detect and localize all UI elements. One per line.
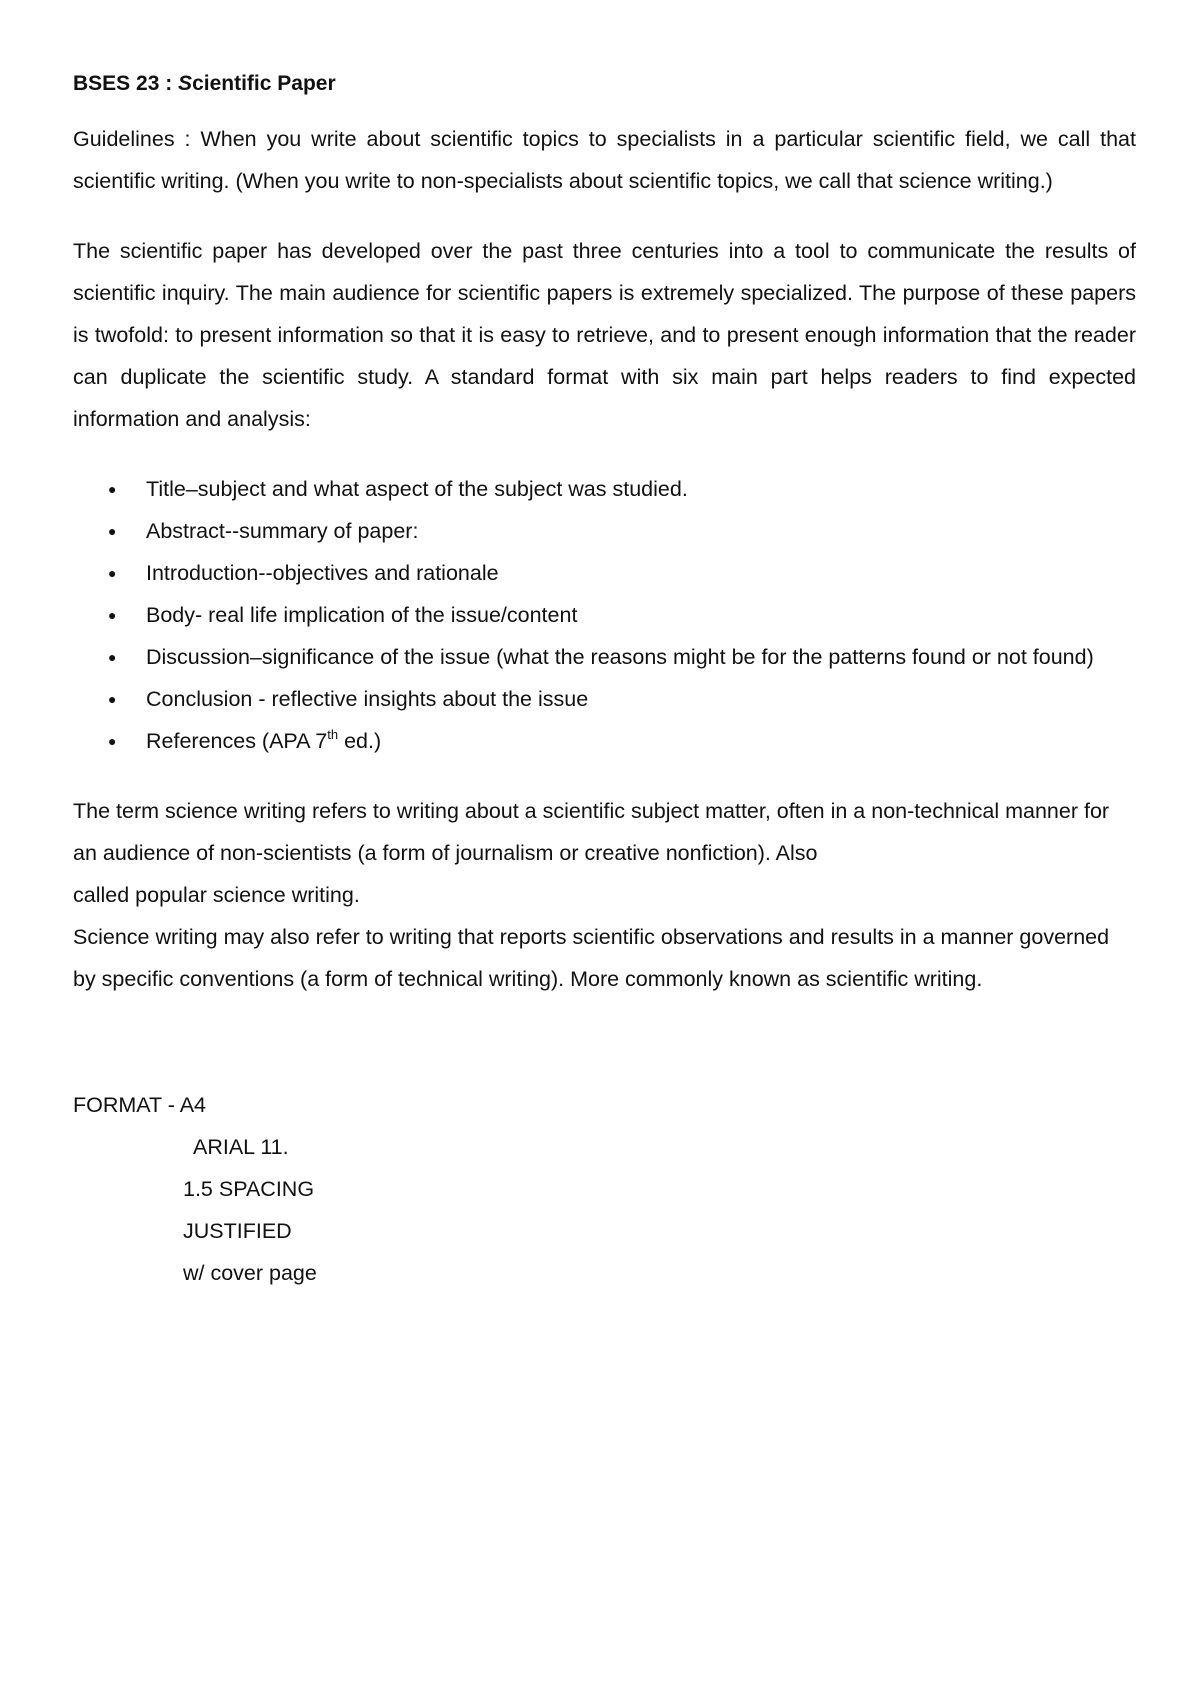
science-writing-line-1: The term science writing refers to writing about a scientific subject matter, often in a non-technical manner for an audience of non-scientists (a form of journalism or creative nonfiction). Also: [73, 799, 1110, 865]
format-spacing: 1.5 SPACING: [183, 1177, 315, 1201]
science-writing-paragraph-2: Science writing may also refer to writing that reports scientific observations and results in a manner governed by specific conventions (a form of technical writing). More commonly known as scientific writing.: [73, 925, 1110, 991]
list-item: [73, 552, 1136, 594]
format-label: FORMAT - A4: [73, 1093, 206, 1117]
list-item: [73, 468, 1136, 510]
list-item-text: Body- real life implication of the issue/content: [146, 603, 578, 627]
bullet-icon: ●: [108, 649, 117, 665]
list-item: [73, 636, 1136, 678]
bullet-icon: ●: [108, 523, 117, 539]
list-item: [73, 594, 1136, 636]
science-writing-paragraph-1: [73, 790, 1136, 916]
intro-paragraph: The scientific paper has developed over the past three centuries into a tool to communicate the results of scientific inquiry. The main audience for scientific papers is extremely specialized. The purpose of these papers is twofold: to present information so that it is easy to retrieve, and to present enough information that the reader can duplicate the scientific study. A standard format with six main part helps readers to find expected information and analysis:: [73, 239, 1136, 431]
list-item-text: Title–subject and what aspect of the subject was studied.: [146, 477, 688, 501]
list-item-text: Discussion–significance of the issue (what the reasons might be for the patterns found or not found): [146, 645, 1094, 669]
bullet-icon: ●: [108, 607, 117, 623]
bullet-icon: ●: [108, 691, 117, 707]
bullet-icon: ●: [108, 565, 117, 581]
bullet-icon: ●: [108, 481, 117, 497]
list-item-references: [73, 720, 1136, 762]
page-title: [73, 70, 1136, 98]
bullet-icon: ●: [108, 733, 117, 749]
paper-parts-list: [73, 468, 1136, 762]
guidelines-paragraph: Guidelines : When you write about scientific topics to specialists in a particular scientific field, we call that scientific writing. (When you write to non-specialists about scientific topics, we call that science writing.): [73, 127, 1136, 193]
list-item-text: Introduction--objectives and rationale: [146, 561, 499, 585]
document-page: [73, 70, 1136, 1294]
title-rest: cientific Paper: [192, 72, 336, 95]
format-alignment: JUSTIFIED: [183, 1219, 292, 1243]
list-item: [73, 510, 1136, 552]
format-cover: w/ cover page: [183, 1261, 317, 1285]
references-prefix: References (APA 7: [146, 729, 328, 753]
list-item-text: Abstract--summary of paper:: [146, 519, 419, 543]
format-requirements: [73, 1084, 1136, 1294]
format-font: ARIAL 11.: [193, 1135, 289, 1159]
science-writing-line-2: called popular science writing.: [73, 883, 360, 907]
references-suffix: ed.): [338, 729, 382, 753]
list-item-text: Conclusion - reflective insights about the issue: [146, 687, 589, 711]
title-italic-letter: S: [178, 72, 193, 95]
references-superscript: th: [327, 727, 339, 742]
list-item: [73, 678, 1136, 720]
title-prefix: BSES 23 :: [73, 72, 179, 95]
